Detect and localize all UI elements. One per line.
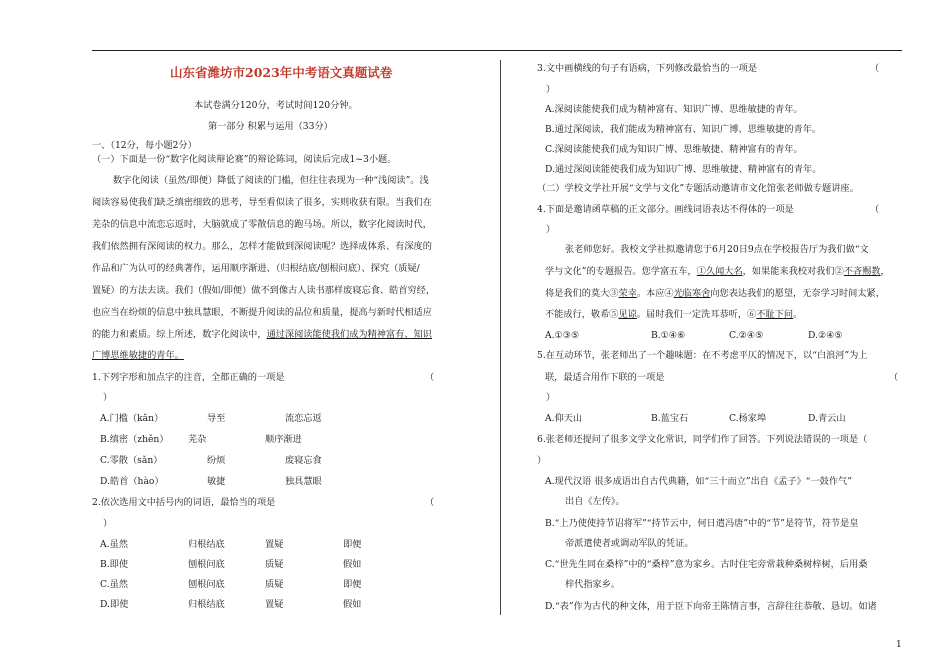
question-1: 1.下列字形和加点字的注音，全都正确的一项是: [92, 372, 285, 383]
question-5-cont: 联，最适合用作下联的一项是: [545, 372, 665, 383]
q2-option-d-word: 归根结底: [188, 599, 225, 610]
answer-paren-open: （: [425, 497, 435, 508]
invitation-text: 。: [793, 309, 803, 320]
q1-option-a: A.门槛（kǎn）: [100, 413, 164, 424]
invitation-text: 不能成行，敬希⑤: [545, 309, 619, 320]
q6-option-c-cont: 梓代指家乡。: [565, 579, 621, 590]
q2-option-b-word: 质疑: [265, 559, 284, 570]
invitation-text: 学与文化”的专题报告。您学富五车，: [545, 266, 697, 277]
q2-option-c-word: 质疑: [265, 579, 284, 590]
q2-option-c-word: 刨根问底: [188, 579, 225, 590]
q2-option-b-word: 假如: [343, 559, 362, 570]
invitation-text: ，: [880, 266, 890, 277]
answer-paren-open: （: [870, 63, 880, 74]
passage-line: [92, 329, 432, 341]
q6-option-a-cont: 出自《左传》。: [565, 496, 625, 507]
q1-option-c: C.零散（sǎn）: [100, 455, 163, 466]
q5-option-b: B.蓝宝石: [651, 413, 689, 424]
q6-option-b: B.“上乃使使持节诏将军”“持节云中，何日遣冯唐”中的“节”是符节，符节是皇: [545, 518, 859, 529]
answer-paren-close: ）: [546, 224, 556, 235]
question-4: 4.下面是邀请函草稿的正文部分。画线词语表达不得体的一项是: [537, 204, 794, 215]
q4-option-c: C.②④⑤: [729, 330, 764, 341]
q4-option-a: A.①③⑤: [545, 330, 580, 341]
q2-option-c-word: 即便: [343, 579, 362, 590]
invitation-text: ，如果能来我校对我们②: [742, 266, 844, 277]
answer-paren-open: （: [889, 372, 899, 383]
question-5: 5.在互动环节，张老师出了一个趣味题：在不考虑平仄的情况下，以“白浪河”为上: [537, 350, 868, 361]
underlined-phrase-3: 荣幸: [618, 288, 637, 299]
q2-option-c: C.虽然: [100, 579, 128, 590]
invitation-text: 将是我们的莫大③: [545, 288, 619, 299]
q1-option-a-word: 流恋忘返: [285, 413, 322, 424]
q1-option-a-word: 导至: [207, 413, 226, 424]
top-rule: [92, 50, 902, 51]
passage-line: 我们依然拥有深阅读的权力。那么，怎样才能做到深阅读呢？选择成体系、有深度的: [92, 241, 432, 252]
q2-option-a-word: 即便: [343, 539, 362, 550]
underlined-phrase-2: 不吝赐教: [843, 266, 881, 277]
underlined-sentence: 通过深阅读能使我们成为精神富有、知识: [266, 329, 432, 340]
q1-option-b-word: 顺序渐进: [265, 434, 302, 445]
passage-text: 的能力和素质。综上所述，数字化阅读中，: [92, 329, 267, 340]
q6-option-c: C.“世先生同在桑梓”中的“桑梓”意为家乡。古时住宅旁常栽种桑树梓树，后用桑: [545, 559, 868, 570]
answer-paren-open: （: [425, 372, 435, 383]
page-title: 山东省潍坊市2023年中考语文真题试卷: [170, 65, 393, 80]
q2-option-a: A.虽然: [100, 539, 128, 550]
exam-info: 本试卷满分120分，考试时间120分钟。: [194, 100, 358, 111]
passage-line: 阅读容易使我们缺乏缜密细致的思考，导至看似读了很多，实则收获有限。当我们在: [92, 197, 432, 208]
page-number: 1: [896, 640, 902, 650]
section1-heading: 一、（12分，每小题2分）: [92, 140, 197, 151]
underlined-phrase-5: 见谅: [618, 309, 637, 320]
q3-option-a: A.深阅读能使我们成为精神富有、知识广博、思维敏捷的青年。: [545, 104, 803, 115]
underlined-phrase-4: 光临寒舍: [673, 288, 711, 299]
passage-line: 也应当在纷烦的信息中独具慧眼，不断提升阅读的品位和质量，提高与新时代相适应: [92, 307, 432, 318]
section1-intro: （一）下面是一份“数字化阅读辩论赛”的辩论陈词，阅读后完成1~3小题。: [92, 154, 397, 165]
q2-option-d: D.即使: [100, 599, 129, 610]
q4-option-d: D.②④⑤: [808, 330, 843, 341]
q2-option-a-word: 置疑: [265, 539, 284, 550]
q1-option-c-word: 废寝忘食: [285, 455, 322, 466]
q2-option-d-word: 置疑: [265, 599, 284, 610]
q1-option-d: D.皓首（hào）: [100, 476, 164, 487]
q6-option-a: A.现代汉语 很多成语出自古代典籍，如“三十而立”出自《孟子》“一鼓作气”: [545, 476, 852, 487]
answer-paren-close: ）: [546, 392, 556, 403]
q2-option-b-word: 刨根问底: [188, 559, 225, 570]
passage-line: 数字化阅读（虽然/即便）降低了阅读的门槛，但往往表现为一种“浅阅读”。浅: [113, 175, 429, 186]
q2-option-d-word: 假如: [343, 599, 362, 610]
q5-option-a: A.仰天山: [545, 413, 583, 424]
q1-option-b-word: 芜杂: [188, 434, 207, 445]
underlined-phrase-1: ①久闻大名: [696, 266, 743, 277]
underlined-phrase-6: 不耻下问: [756, 309, 794, 320]
invitation-text: 。届时我们一定洗耳恭听，⑥: [636, 309, 757, 320]
answer-paren-close: ）: [537, 455, 547, 466]
invitation-line: [545, 309, 802, 321]
q2-option-a-word: 归根结底: [188, 539, 225, 550]
q5-option-d: D.青云山: [808, 413, 846, 424]
answer-paren-close: ）: [546, 84, 556, 95]
answer-paren-close: ）: [103, 392, 113, 403]
question-2: 2.依次选用文中括号内的词语，最恰当的项是: [92, 497, 276, 508]
question-3: 3.文中画横线的句子有语病，下列修改最恰当的一项是: [537, 63, 758, 74]
invitation-text: 。本应④: [636, 288, 674, 299]
invitation-line: 张老师您好。我校文学社拟邀请您于6月20日9点在学校报告厅为我们做“文: [565, 244, 869, 255]
q1-option-d-word: 独具慧眼: [285, 476, 322, 487]
section2-intro: （二）学校文学社开展“文学与文化”专题活动邀请市文化馆张老师做专题讲座。: [537, 183, 859, 194]
question-6: 6.张老师还提问了很多文学文化常识，同学们作了回答。下列说法错误的一项是（: [537, 434, 868, 445]
q6-option-b-cont: 帝派遣使者或调动军队的凭证。: [565, 538, 694, 549]
q1-option-b: B.缜密（zhěn）: [100, 434, 169, 445]
passage-line: 作品和广为认可的经典著作，运用顺序渐进、（归根结底/刨根问底）、探究（质疑/: [92, 263, 420, 274]
column-divider: [500, 60, 501, 615]
answer-paren-close: ）: [103, 518, 113, 529]
q2-option-b: B.即使: [100, 559, 129, 570]
part1-heading: 第一部分 积累与运用（33分）: [208, 121, 333, 132]
q6-option-d: D.“表”作为古代的种文体，用于臣下向帝王陈情言事，言辞往往恭敬、恳切。如诸: [545, 601, 877, 612]
invitation-text: 向您表达我们的愿望，无奈学习时间太紧，: [710, 288, 885, 299]
q3-option-c: C.深阅读能使我们成为知识广博、思维敏捷、精神富有的青年。: [545, 144, 803, 155]
answer-paren-open: （: [870, 204, 880, 215]
invitation-line: [545, 288, 885, 300]
q3-option-d: D.通过深阅读能使我们成为知识广博、思维敏捷、精神富有的青年。: [545, 164, 822, 175]
passage-line: 置疑）的方法去读。我们（假如/即便）做不到像古人读书那样废寝忘食、皓首穷经，: [92, 285, 436, 296]
q1-option-c-word: 纷烦: [207, 455, 226, 466]
passage-line: 芜杂的信息中流恋忘返时，大脑就成了零散信息的跑马场。所以，数字化阅读时代，: [92, 219, 432, 230]
q1-option-d-word: 敏捷: [207, 476, 226, 487]
q5-option-c: C.杨家埠: [729, 413, 767, 424]
q4-option-b: B.①④⑥: [651, 330, 686, 341]
q3-option-b: B.通过深阅读，我们能成为精神富有、知识广博、思维敏捷的青年。: [545, 124, 822, 135]
underlined-sentence-end: 广博思维敏捷的青年。: [92, 350, 184, 361]
invitation-line: [545, 266, 890, 278]
